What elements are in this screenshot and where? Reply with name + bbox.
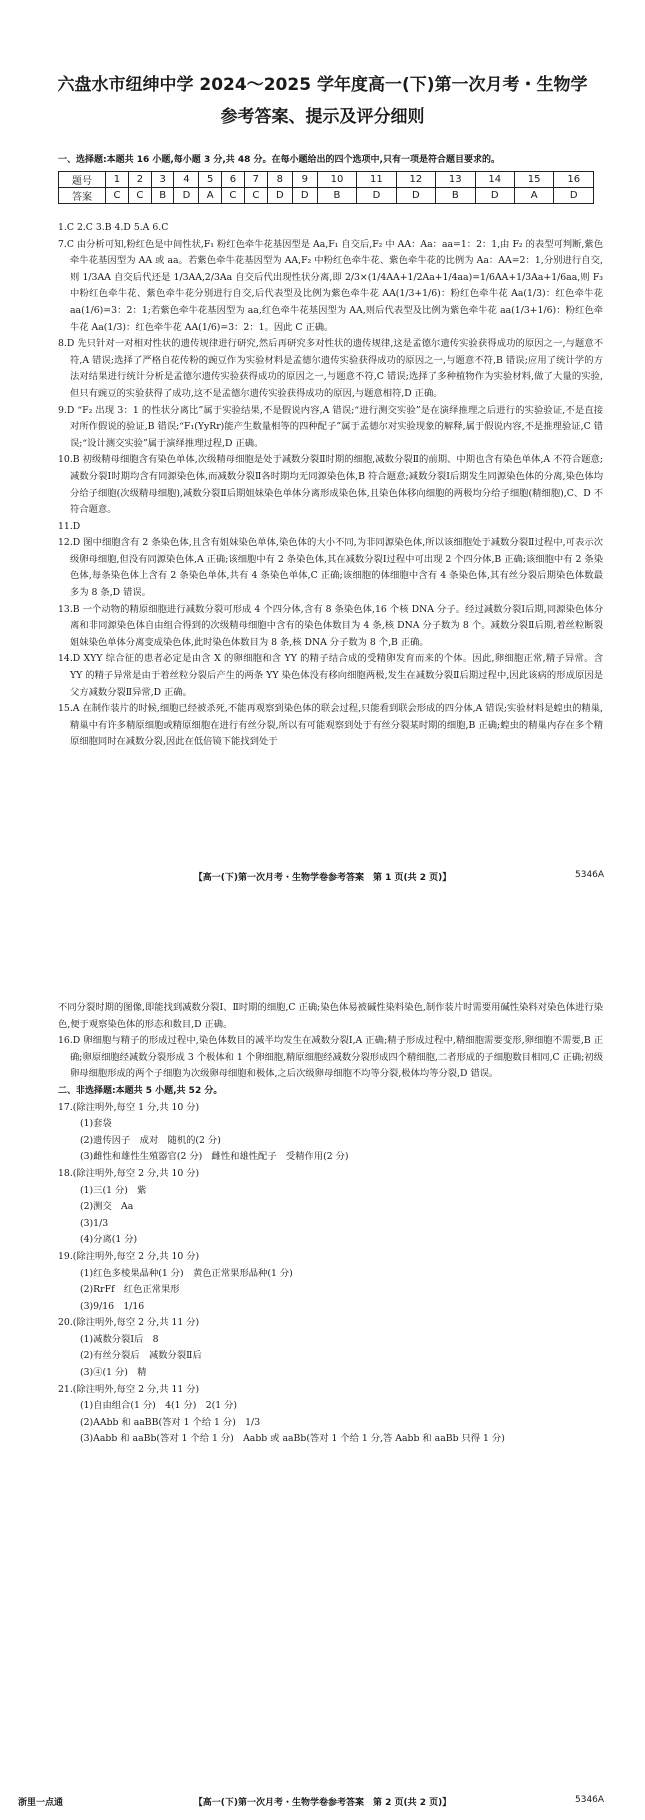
q19-answer: (1)红色多棱果晶种(1 分) 黄色正常果形晶种(1 分)	[80, 1267, 293, 1279]
question-number-cell: 12	[396, 172, 435, 188]
explanation-13: 13.B 一个动物的精原细胞进行减数分裂可形成 4 个四分体,含有 8 条染色体,16 个核 DNA 分子。经过减数分裂Ⅰ后期,同源染色体分离和非同源染色体自由组合得到的次级精母细胞中含有的染色体数目为 4 条,核 DNA 分子数为 8 个。减数分裂Ⅱ后期,着丝粒断裂姐妹染色单体分离变成染色体,此时染色体数目为 8 条,核 DNA 分子数为 8 个,B 正确。	[58, 603, 603, 648]
explanation-10: 10.B 初级精母细胞含有染色单体,次级精母细胞是处于减数分裂Ⅱ时期的细胞,减数分裂Ⅱ的前期、中期也含有染色单体,A 不符合题意;减数分裂Ⅰ时期均含有同源染色体,而减数分裂Ⅱ各时期均无同源染色体,B 符合题意;减数分裂Ⅰ后期发生同源染色体的分离,染色体均分给子细胞(次级精母细胞),减数分裂Ⅱ后期姐妹染色单体分离形成染色体,且染色体移向细胞的两极均分给子细胞(精细胞),C、D 不符合题意。	[58, 454, 603, 516]
answer-cell: B	[151, 188, 174, 204]
answer-table-answer-row	[59, 188, 594, 204]
answer-cell: A	[199, 188, 222, 204]
explanation-1-6: 1.C 2.C 3.B 4.D 5.A 6.C	[58, 222, 169, 233]
page-1-explanations	[58, 220, 603, 751]
footer-page-info: 【高一(下)第一次月考・生物学卷参考答案 第 1 页(共 2 页)】	[193, 873, 452, 883]
answer-table-row-label: 题号	[59, 172, 106, 188]
answer-cell: C	[221, 188, 244, 204]
footer-watermark: 浙里一点通	[18, 1798, 64, 1808]
q18-answer: (4)分离(1 分)	[80, 1234, 138, 1246]
explanation-9: 9.D “F₂ 出现 3：1 的性状分离比”属于实验结果,不是假说内容,A 错误;“进行测交实验”是在演绎推理之后进行的实验验证,不是直接对所作假说的验证,B 错误;“F₁(YyRr)能产生数量相等的四种配子”属于孟德尔对实验现象的解释,属于假说内容,不是推理验证,C 错误;“设计测交实验”属于演绎推理过程,D 正确。	[58, 404, 603, 449]
question-number-cell: 14	[475, 172, 514, 188]
question-number-cell: 8	[267, 172, 292, 188]
explanation-16: 16.D 卵细胞与精子的形成过程中,染色体数目的减半均发生在减数分裂Ⅰ,A 正确;精子形成过程中,精细胞需要变形,卵细胞不需要,B 正确;卵原细胞经减数分裂形成 3 个极体和 1 个卵细胞,精原细胞经减数分裂形成四个精细胞,二者形成的子细胞数目相同,C 正确;初级卵母细胞形成的两个子细胞为次级卵母细胞和极体,之后次级卵母细胞不均等分裂,极体均等分裂,D 错误。	[58, 1035, 603, 1080]
explanation-8: 8.D 先只针对一对相对性状的遗传规律进行研究,然后再研究多对性状的遗传规律,这是孟德尔遗传实验获得成功的原因之一,与题意不符,A 错误;选择了严格自花传粉的豌豆作为实验材料是孟德尔遗传实验获得成功的原因之一,与题意不符,B 错误;应用了统计学的方法对结果进行统计分析是孟德尔遗传实验获得成功的原因之一,与题意不符,C 错误;选择了多种植物作为实验材料,做了大量的实验,但只有豌豆的实验获得了成功,这不是孟德尔遗传实验获得成功的原因,与题意相符,D 正确。	[58, 338, 603, 399]
footer-code: 5346A	[575, 870, 605, 880]
answer-cell: D	[357, 188, 396, 204]
answer-cell: D	[554, 188, 594, 204]
footer-page-info: 【高一(下)第一次月考・生物学卷参考答案 第 2 页(共 2 页)】	[193, 1798, 452, 1808]
answer-cell: C	[128, 188, 151, 204]
q21-header: 21.(除注明外,每空 2 分,共 11 分)	[58, 1383, 200, 1395]
question-number-cell: 3	[151, 172, 174, 188]
footer-code: 5346A	[575, 1795, 605, 1805]
q17-answer: (3)雌性和雄性生殖器官(2 分) 雌性和雄性配子 受精作用(2 分)	[80, 1151, 349, 1163]
question-number-cell: 6	[221, 172, 244, 188]
section-1-heading: 一、选择题:本题共 16 小题,每小题 3 分,共 48 分。在每小题给出的四个选项中,只有一项是符合题目要求的。	[58, 155, 500, 165]
question-number-cell: 1	[106, 172, 129, 188]
explanation-11: 11.D	[58, 520, 81, 532]
q18-answer: (3)1/3	[80, 1217, 109, 1229]
answer-table-row-label: 答案	[59, 188, 106, 204]
q19-answer: (2)RrFf 红色正常果形	[80, 1284, 180, 1296]
answer-table-number-row	[59, 172, 594, 188]
question-number-cell: 11	[357, 172, 396, 188]
page-2-explanations	[58, 1000, 603, 1448]
q20-answer: (3)④(1 分) 精	[80, 1367, 147, 1379]
q18-header: 18.(除注明外,每空 2 分,共 10 分)	[58, 1167, 200, 1179]
q19-answer: (3)9/16 1/16	[80, 1300, 145, 1312]
document-title: 六盘水市纽绅中学 2024～2025 学年度高一(下)第一次月考・生物学	[57, 75, 588, 95]
explanation-15-continued: 不同分裂时期的图像,即能找到减数分裂Ⅰ、Ⅱ时期的细胞,C 正确;染色体易被碱性染料染色,制作装片时需要用碱性染料对染色体进行染色,便于观察染色体的形态和数目,D 正确。	[58, 1002, 603, 1030]
question-number-cell: 16	[554, 172, 594, 188]
explanation-7: 7.C 由分析可知,粉红色是中间性状,F₁ 粉红色牵牛花基因型是 Aa,F₁ 自交后,F₂ 中 AA：Aa：aa=1：2：1,由 F₂ 的表型可判断,紫色牵牛花基因型为 AA 或 aa。若紫色牵牛花基因型为 AA,F₂ 中粉红色牵牛花、紫色牵牛花的比例为 Aa：AA=2：1,分别进行自交,则 1/3AA 自交后代还是 1/3AA,2/3Aa 自交后代出现性状分离,即 2/3×(1/4AA+1/2Aa+1/4aa)=1/6AA+1/3Aa+1/6aa,则 F₃ 中粉红色牵牛花、紫色牵牛花分别进行自交,后代表型及比例为紫色牵牛花 AA(1/3+1/6)：粉红色牵牛花 Aa(1/3)：红色牵牛花 aa(1/6)=3：2：1;若紫色牵牛花基因型为 aa,红色牵牛花基因型为 AA,则后代表型及比例为紫色牵牛花 aa(1/3+1/6)：粉红色牵牛花 Aa(1/3)：红色牵牛花 AA(1/6)=3：2：1。因此 C 正确。	[58, 238, 603, 333]
question-number-cell: 10	[317, 172, 356, 188]
q21-answer: (3)Aabb 和 aaBb(答对 1 个给 1 分) Aabb 或 aaBb(答对 1 个给 1 分,答 Aabb 和 aaBb 只得 1 分)	[80, 1433, 505, 1445]
explanation-15: 15.A 在制作装片的时候,细胞已经被杀死,不能再观察到染色体的联会过程,只能看到联会形成的四分体,A 错误;实验材料是蝗虫的精巢,精巢中有许多精原细胞或精原细胞在进行有丝分裂,所以有可能观察到处于有丝分裂某时期的细胞,B 正确;蝗虫的精巢内存在多个精原细胞同时在减数分裂,因此在低倍镜下能找到处于	[58, 703, 603, 748]
answer-cell: D	[396, 188, 435, 204]
answer-cell: B	[317, 188, 356, 204]
q21-answer: (1)自由组合(1 分) 4(1 分) 2(1 分)	[80, 1400, 238, 1412]
answer-cell: A	[514, 188, 553, 204]
answer-cell: C	[106, 188, 129, 204]
answer-cell: D	[267, 188, 292, 204]
answer-cell: D	[292, 188, 317, 204]
answer-cell: D	[475, 188, 514, 204]
explanation-12: 12.D 图中细胞含有 2 条染色体,且含有姐妹染色单体,染色体的大小不同,为非同源染色体,所以该细胞处于减数分裂Ⅱ过程中,可表示次级卵母细胞,但没有同源染色体,A 正确;该细胞中有 2 条染色体,其在减数分裂Ⅰ过程中可出现 2 个四分体,B 正确;该细胞中有 2 条染色体,每条染色体上含有 2 条染色单体,共有 4 条染色单体,C 正确;该细胞的体细胞中含有 4 条染色体,其有丝分裂后期染色体数最多为 8 条,D 错误。	[58, 537, 603, 599]
q20-answer: (2)有丝分裂后 减数分裂Ⅱ后	[80, 1350, 202, 1362]
question-number-cell: 2	[128, 172, 151, 188]
q17-answer: (2)遗传因子 成对 随机的(2 分)	[80, 1134, 221, 1146]
question-number-cell: 13	[436, 172, 475, 188]
question-number-cell: 5	[199, 172, 222, 188]
page-2	[0, 1000, 645, 1820]
question-number-cell: 15	[514, 172, 553, 188]
q18-answer: (1)三(1 分) 紫	[80, 1184, 147, 1196]
document-subtitle: 参考答案、提示及评分细则	[220, 107, 425, 127]
answer-cell: C	[244, 188, 267, 204]
answer-cell: B	[436, 188, 475, 204]
q18-answer: (2)测交 Aa	[80, 1201, 134, 1213]
answer-table	[58, 171, 594, 204]
question-number-cell: 7	[244, 172, 267, 188]
q20-answer: (1)减数分裂Ⅰ后 8	[80, 1333, 159, 1345]
answer-cell: D	[174, 188, 199, 204]
question-number-cell: 4	[174, 172, 199, 188]
question-number-cell: 9	[292, 172, 317, 188]
q21-answer: (2)AAbb 和 aaBB(答对 1 个给 1 分) 1/3	[80, 1416, 261, 1428]
q20-header: 20.(除注明外,每空 2 分,共 11 分)	[58, 1317, 200, 1329]
q17-answer: (1)套袋	[80, 1118, 112, 1130]
q19-header: 19.(除注明外,每空 2 分,共 10 分)	[58, 1250, 200, 1262]
explanation-14: 14.D XYY 综合征的患者必定是由含 X 的卵细胞和含 YY 的精子结合成的受精卵发育而来的个体。因此,卵细胞正常,精子异常。含 YY 的精子异常是由于着丝粒分裂后产生的两条 YY 染色体没有移向细胞两极,发生在减数分裂Ⅱ后期过程中,因此该病的形成原因是父方减数分裂Ⅱ异常,D 正确。	[58, 653, 603, 698]
section-2-heading: 二、非选择题:本题共 5 小题,共 52 分。	[58, 1085, 223, 1096]
q17-header: 17.(除注明外,每空 1 分,共 10 分)	[58, 1101, 200, 1113]
